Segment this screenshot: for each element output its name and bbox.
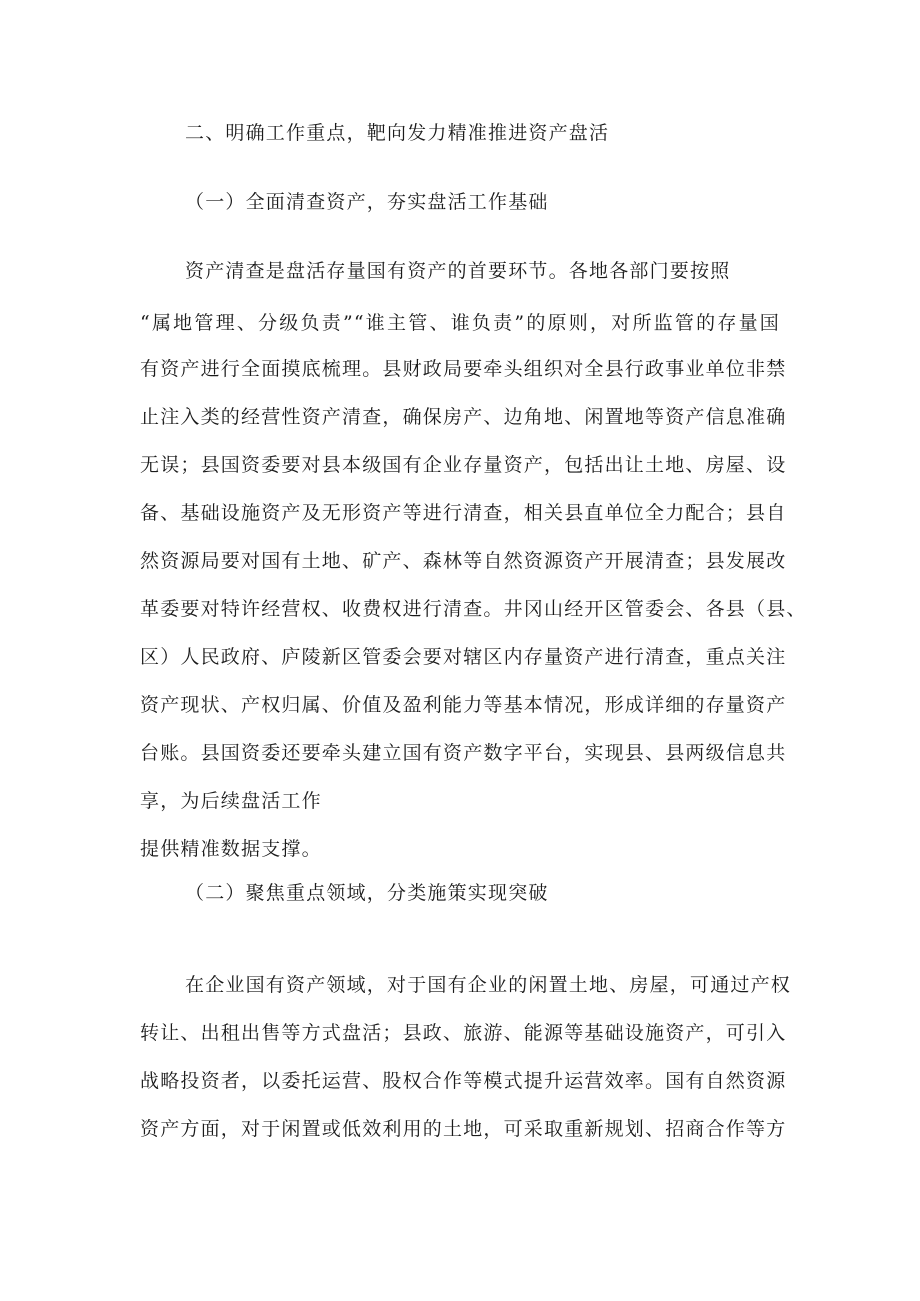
paragraph-line: 台账。县国资委还要牵头建立国有资产数字平台，实现县、县两级信息共 (140, 742, 787, 764)
paragraph-line: 革委要对特许经营权、收费权进行清查。井冈山经开区管委会、各县（县、 (140, 598, 807, 620)
subsection-heading: （一）全面清查资产，夯实盘活工作基础 (185, 191, 549, 213)
paragraph-line: 区）人民政府、庐陵新区管委会要对辖区内存量资产进行清查，重点关注 (140, 646, 787, 668)
paragraph-line: “属地管理、分级负责”“谁主管、谁负责”的原则，对所监管的存量国 (140, 312, 780, 334)
subsection-heading: （二）聚焦重点领域，分类施策实现突破 (185, 882, 549, 904)
paragraph-line: 享，为后续盘活工作 (140, 790, 322, 812)
paragraph-line: 在企业国有资产领域，对于国有企业的闲置土地、房屋，可通过产权 (185, 974, 792, 996)
paragraph-line: 资产现状、产权归属、价值及盈利能力等基本情况，形成详细的存量资产 (140, 694, 787, 716)
paragraph-line: 资产方面，对于闲置或低效利用的土地，可采取重新规划、招商合作等方 (140, 1118, 787, 1140)
section-heading: 二、明确工作重点，靶向发力精准推进资产盘活 (185, 122, 610, 144)
paragraph-line: 转让、出租出售等方式盘活；县政、旅游、能源等基础设施资产，可引入 (140, 1022, 787, 1044)
paragraph-line: 止注入类的经营性资产清查，确保房产、边角地、闲置地等资产信息准确 (140, 406, 787, 428)
paragraph-line: 备、基础设施资产及无形资产等进行清查，相关县直单位全力配合；县自 (140, 502, 787, 524)
paragraph-line: 无误；县国资委要对县本级国有企业存量资产，包括出让土地、房屋、设 (140, 454, 787, 476)
paragraph-line: 有资产进行全面摸底梳理。县财政局要牵头组织对全县行政事业单位非禁 (140, 358, 787, 380)
paragraph-line: 战略投资者，以委托运营、股权合作等模式提升运营效率。国有自然资源 (140, 1070, 787, 1092)
paragraph-line: 然资源局要对国有土地、矿产、森林等自然资源资产开展清查；县发展改 (140, 550, 787, 572)
paragraph-line: 提供精准数据支撑。 (140, 838, 322, 860)
paragraph-line: 资产清查是盘活存量国有资产的首要环节。各地各部门要按照 (185, 260, 731, 282)
